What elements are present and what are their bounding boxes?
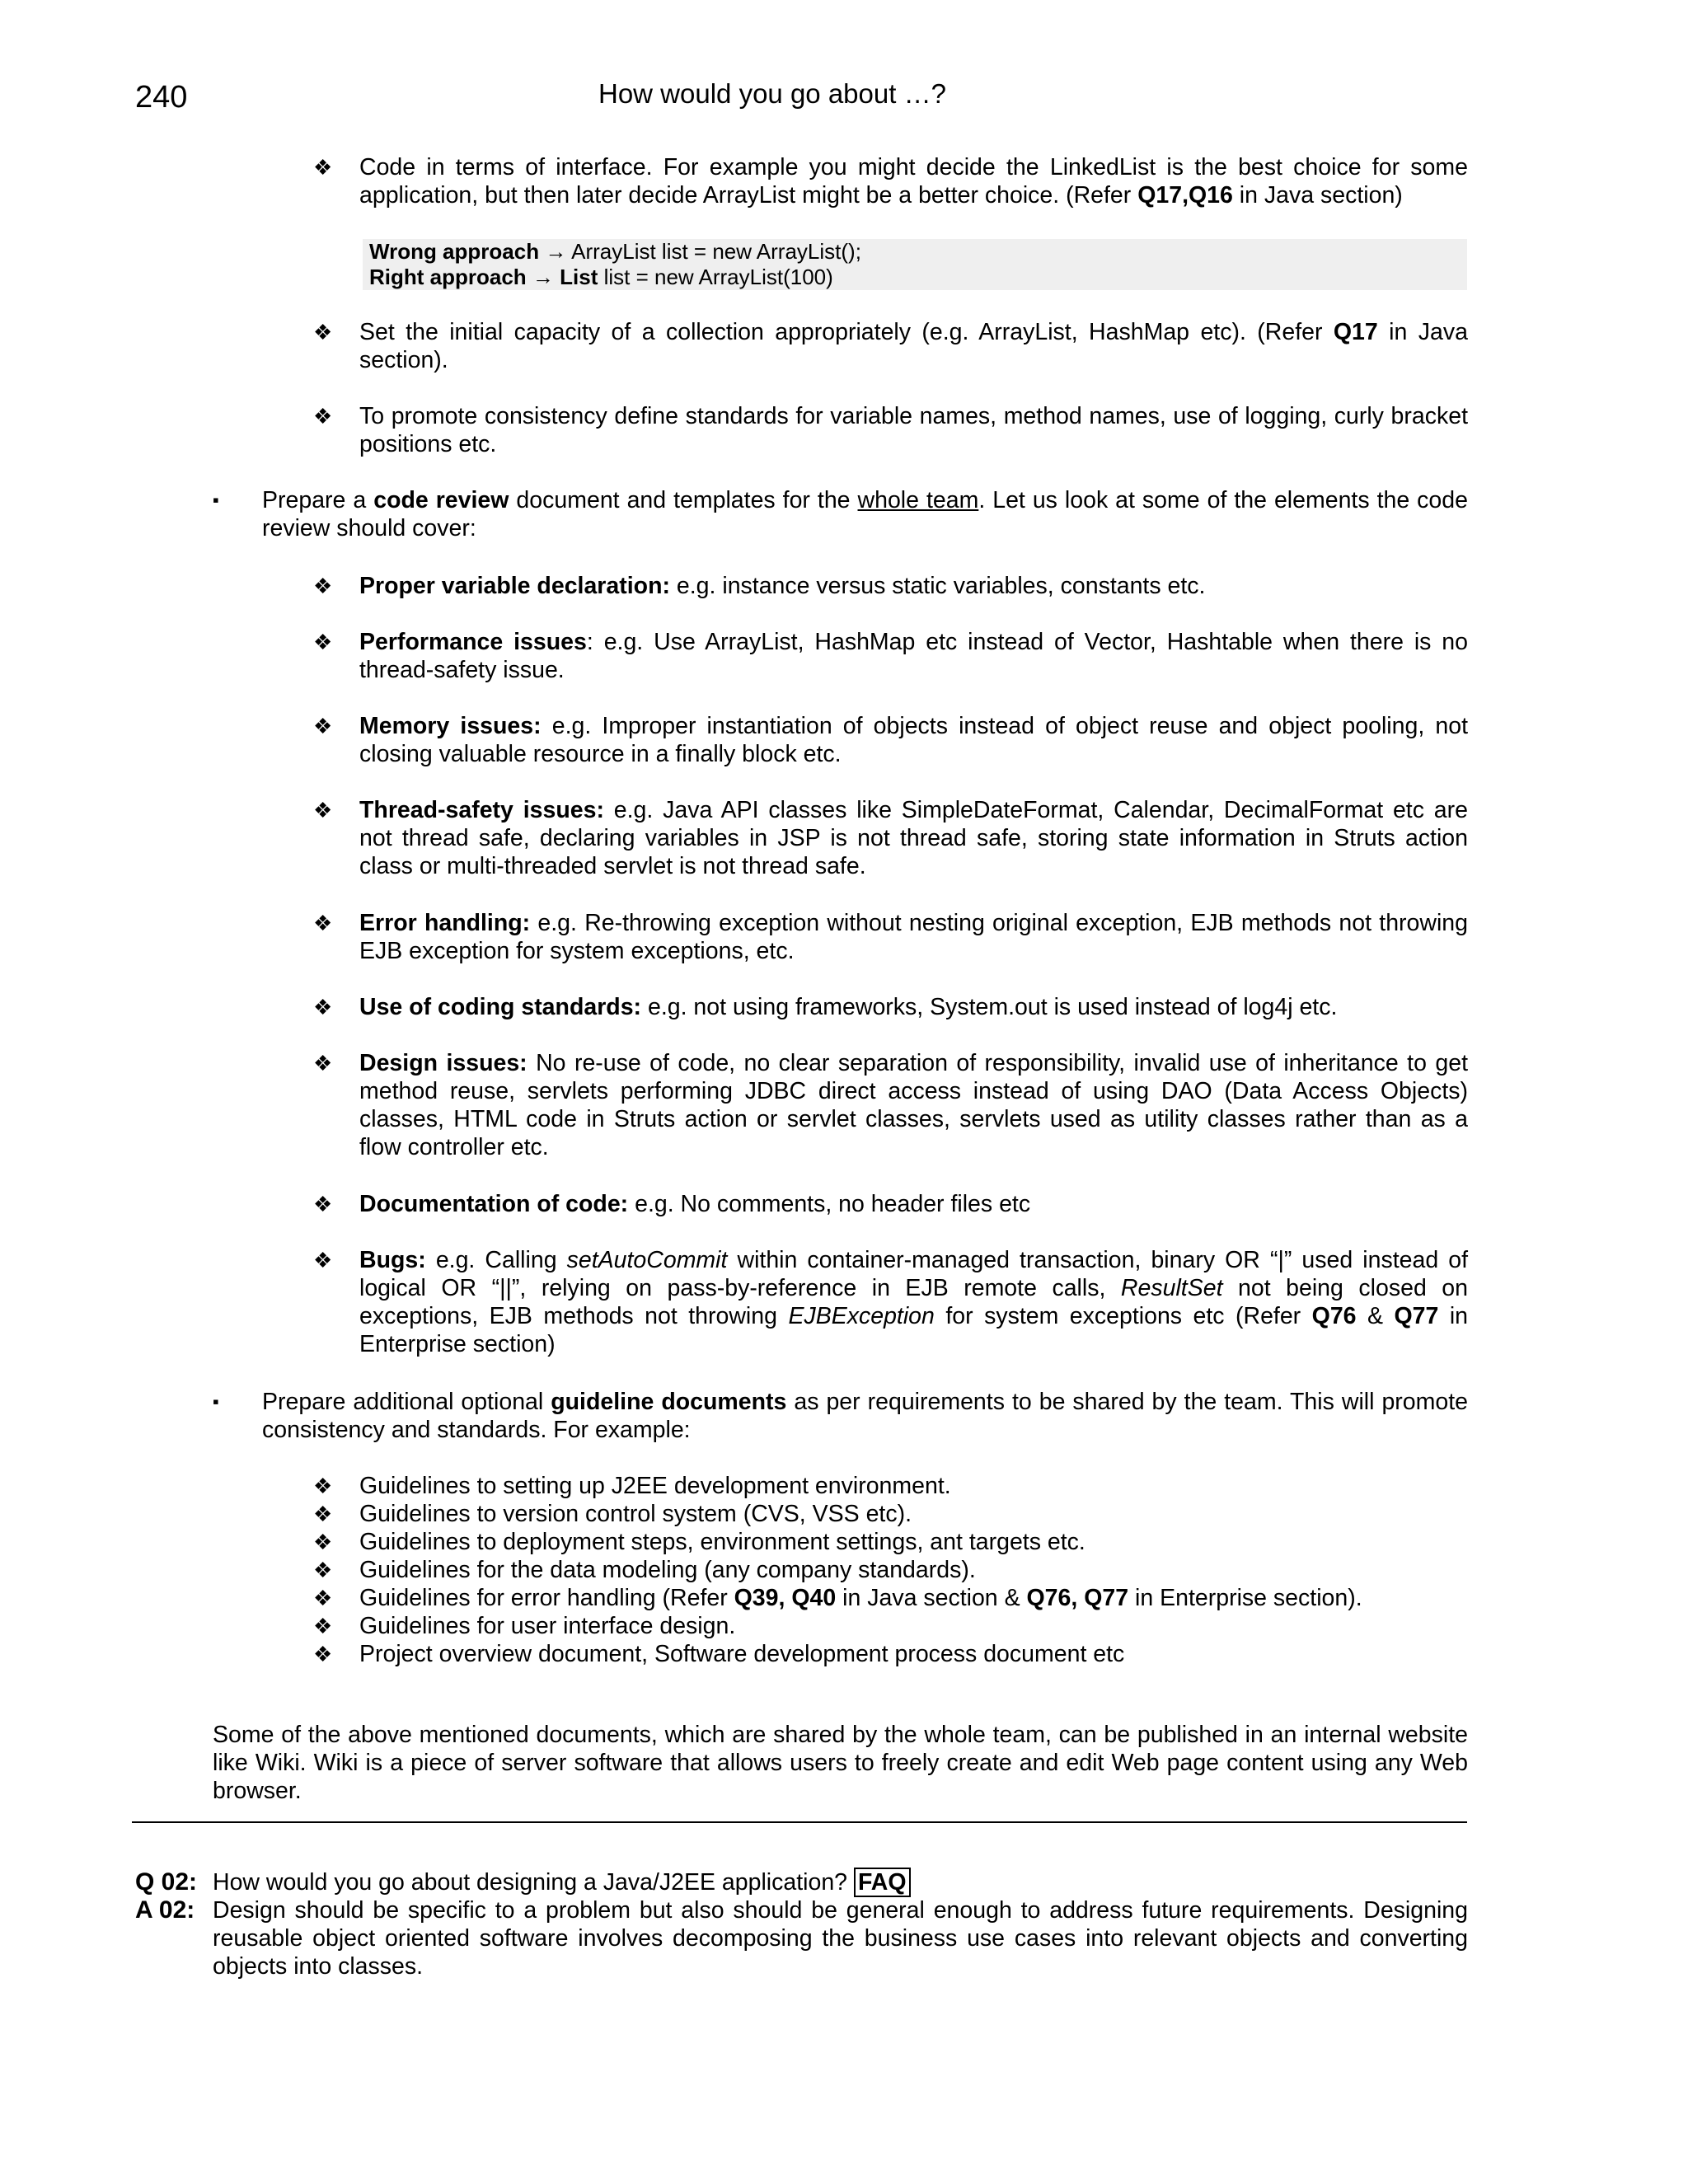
question-text: How would you go about designing a Java/J2EE application? FAQ <box>213 1868 1468 1896</box>
guideline-item: ❖ Guidelines for the data modeling (any company standards). <box>313 1557 976 1583</box>
diamond-bullet-icon: ❖ <box>313 1474 333 1498</box>
list-item: ▪ Prepare a code review document and templates for the whole team. Let us look at some of the elements the code review should cover: <box>213 487 1468 541</box>
review-item: ❖ Use of coding standards: e.g. not using frameworks, System.out is used instead of log4j etc. <box>313 994 1338 1020</box>
list-item: ❖ Set the initial capacity of a collection appropriately (e.g. ArrayList, HashMap etc). (Refer Q17 in Java section). <box>313 319 1468 373</box>
right-approach-line: Right approach → List list = new ArrayList(100) <box>369 265 833 289</box>
diamond-bullet-icon: ❖ <box>313 1558 333 1582</box>
diamond-bullet-icon: ❖ <box>313 320 333 344</box>
guideline-item: ❖ Guidelines to setting up J2EE development environment. <box>313 1473 951 1499</box>
diamond-bullet-icon: ❖ <box>313 155 333 180</box>
arrow-right-icon: → <box>532 265 554 289</box>
diamond-bullet-icon: ❖ <box>313 798 333 823</box>
question-label: Q 02: <box>135 1868 198 1896</box>
review-item: ❖ Design issues: No re-use of code, no clear separation of responsibility, invalid use of inheritance to get method reuse, servlets performing JDBC direct access instead of using DAO (Data Access Objects) classes, HTML code in Struts action or servlet classes, servlets used as utility classes rather than as a flow controller etc. <box>313 1050 1468 1160</box>
square-bullet-icon: ▪ <box>213 490 219 510</box>
diamond-bullet-icon: ❖ <box>313 1502 333 1526</box>
diamond-bullet-icon: ❖ <box>313 574 333 598</box>
diamond-bullet-icon: ❖ <box>313 995 333 1019</box>
running-title: How would you go about …? <box>598 78 946 109</box>
review-item: ❖ Documentation of code: e.g. No comments, no header files etc <box>313 1191 1031 1217</box>
wiki-paragraph: Some of the above mentioned documents, which are shared by the whole team, can be published in an internal website like Wiki. Wiki is a piece of server software that allows users to freely create and edit Web page content using any Web browser. <box>213 1722 1468 1804</box>
review-item-bugs: ❖ Bugs: e.g. Calling setAutoCommit within container-managed transaction, binary OR “|” used instead of logical OR “||”, relying on pass-by-reference in EJB remote calls, ResultSet not being closed on exceptions, EJB methods not throwing EJBException for system exceptions etc (Refer Q76 & Q77 in Enterprise section) <box>313 1247 1469 1357</box>
diamond-bullet-icon: ❖ <box>313 1192 333 1216</box>
code-example-box <box>363 239 1467 290</box>
diamond-bullet-icon: ❖ <box>313 714 333 738</box>
diamond-bullet-icon: ❖ <box>313 630 333 654</box>
review-item: ❖ Proper variable declaration: e.g. instance versus static variables, constants etc. <box>313 573 1206 599</box>
review-item: ❖ Thread-safety issues: e.g. Java API classes like SimpleDateFormat, Calendar, DecimalFormat etc are not thread safe, declaring variables in JSP is not thread safe, storing state information in Struts action class or multi-threaded servlet is not thread safe. <box>313 797 1468 879</box>
faq-badge: FAQ <box>854 1868 911 1897</box>
list-item: ❖ Code in terms of interface. For example you might decide the LinkedList is the best choice for some application, but then later decide ArrayList might be a better choice. (Refer Q17,Q16 in Java section) <box>313 154 1468 209</box>
review-item: ❖ Error handling: e.g. Re-throwing exception without nesting original exception, EJB methods not throwing EJB exception for system exceptions, etc. <box>313 910 1468 964</box>
review-item: ❖ Performance issues: e.g. Use ArrayList, HashMap etc instead of Vector, Hashtable when there is no thread-safety issue. <box>313 629 1469 683</box>
diamond-bullet-icon: ❖ <box>313 1614 333 1638</box>
diamond-bullet-icon: ❖ <box>313 1642 333 1666</box>
guideline-item: ❖ Guidelines to version control system (CVS, VSS etc). <box>313 1501 912 1527</box>
page-number: 240 <box>135 80 188 115</box>
arrow-right-icon: → <box>545 239 567 264</box>
list-item: ❖ To promote consistency define standards for variable names, method names, use of logging, curly bracket positions etc. <box>313 403 1468 457</box>
guideline-item: ❖ Project overview document, Software development process document etc <box>313 1641 1125 1667</box>
guideline-item: ❖ Guidelines to deployment steps, environment settings, ant targets etc. <box>313 1529 1085 1555</box>
wrong-approach-line: Wrong approach → ArrayList list = new ArrayList(); <box>369 239 861 264</box>
list-item: ▪ Prepare additional optional guideline documents as per requirements to be shared by the team. This will promote consistency and standards. For example: <box>213 1389 1468 1443</box>
answer-label: A 02: <box>135 1896 195 1924</box>
diamond-bullet-icon: ❖ <box>313 911 333 935</box>
section-divider <box>132 1821 1467 1823</box>
diamond-bullet-icon: ❖ <box>313 1248 333 1272</box>
square-bullet-icon: ▪ <box>213 1391 219 1412</box>
diamond-bullet-icon: ❖ <box>313 404 333 429</box>
review-item: ❖ Memory issues: e.g. Improper instantiation of objects instead of object reuse and object pooling, not closing valuable resource in a finally block etc. <box>313 713 1468 767</box>
answer-text: Design should be specific to a problem but also should be general enough to address future requirements. Designing reusable object oriented software involves decomposing the business use cases into relevant objects and converting objects into classes. <box>213 1897 1468 1980</box>
diamond-bullet-icon: ❖ <box>313 1051 333 1076</box>
diamond-bullet-icon: ❖ <box>313 1530 333 1554</box>
diamond-bullet-icon: ❖ <box>313 1586 333 1610</box>
guideline-item: ❖ Guidelines for user interface design. <box>313 1613 736 1639</box>
guideline-item: ❖ Guidelines for error handling (Refer Q39, Q40 in Java section & Q76, Q77 in Enterprise section). <box>313 1585 1362 1611</box>
